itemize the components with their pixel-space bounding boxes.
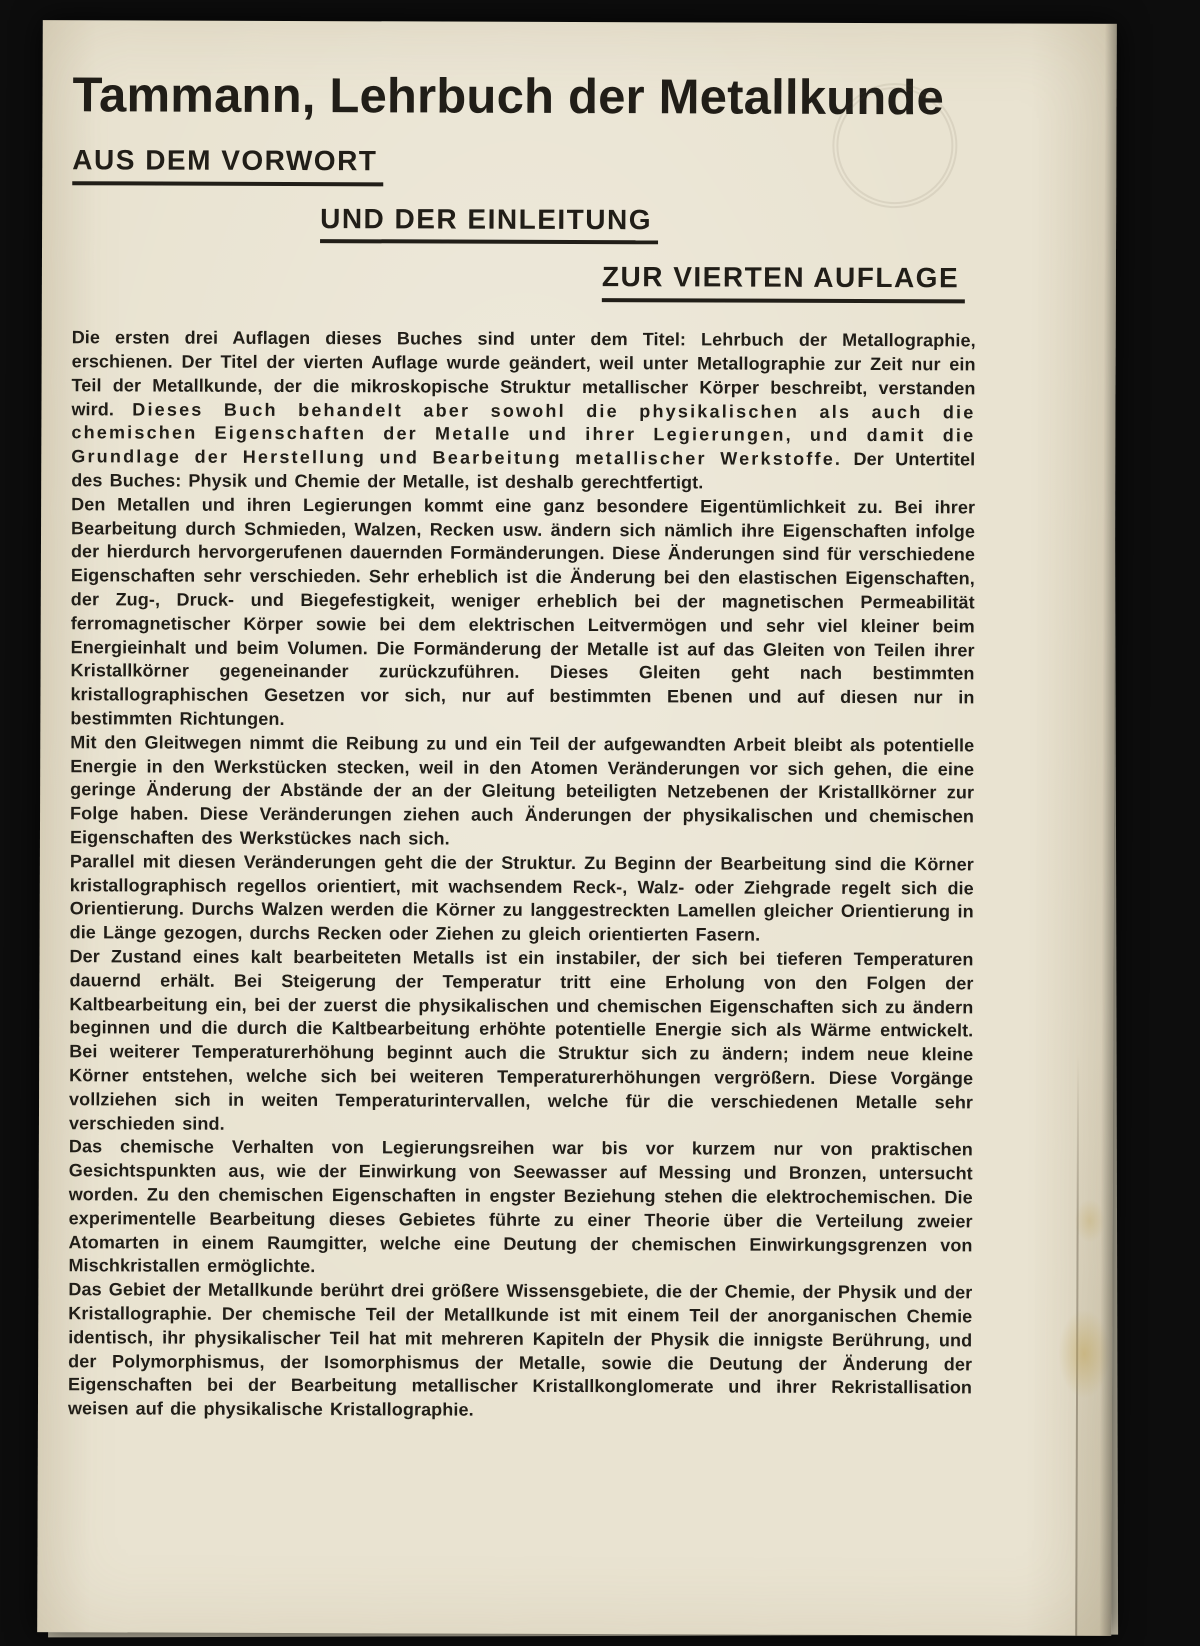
under-page-strip bbox=[1077, 1054, 1113, 1636]
paragraph-6: Das chemische Verhalten von Legierungsreihen war bis vor kurzem nur von praktischen Gesichtspunkten aus, wie der Einwirkung von Seewasser auf Messing und Bronzen, untersucht worden. Zu den chemischen Eigenschaften in engster Beziehung stehen die elektrochemischen. Die experimentelle Bearbeitung dieses Gebietes führte zu einer Theorie über die Verteilung zweier Atomarten in einem Raumgitter, welche eine Deutung der chemischen Einwirkungsgrenzen von Mischkristallen ermöglichte. bbox=[68, 1136, 973, 1277]
heading-auflage: ZUR VIERTEN AUFLAGE bbox=[602, 263, 965, 304]
paragraph-1-emphasis: Dieses Buch behandelt aber sowohl die physikalischen als auch die chemischen Eigenschaften der Metalle und ihrer Legierungen, und damit die Grundlage der Herstellung und Bearbeitung metallischer Werkstoffe. bbox=[71, 399, 976, 470]
paper-stain-small bbox=[1075, 1199, 1105, 1243]
paragraph-7: Das Gebiet der Metallkunde berührt drei größere Wissensgebiete, die der Chemie, der Physik und der Kristallographie. Der chemische Teil der Metallkunde ist mit einem Teil der anorganischen Chemie identisch, ihr physikalischer Teil hat mit mehreren Kapiteln der Physik die innigste Berührung, und der Polymorphismus, der Isomorphismus der Metalle, sowie die Deutung der Änderung der Eigenschaften bei der Bearbeitung metallischer Kristallkonglomerate und ihrer Rekristallisation weisen auf die physikalische Kristallographie. bbox=[67, 1279, 973, 1420]
page-title: Tammann, Lehrbuch der Metallkunde bbox=[72, 68, 945, 126]
body-text bbox=[68, 326, 976, 1424]
paragraph-1-end: Der Untertitel des Buches: Physik und Chemie der Metalle, ist deshalb gerechtfertigt. bbox=[71, 449, 976, 493]
paragraph-2: Den Metallen und ihren Legierungen kommt eine ganz besondere Eigentümlichkeit zu. Bei ihrer Bearbeitung durch Schmieden, Walzen, Recken usw. ändern sich nämlich ihre Eigenschaften infolge der hierdurch hervorgerufenen dauernden Formänderungen. Diese Änderungen sind für verschiedene Eigenschaften sehr verschieden. Sehr erheblich ist die Änderung bei den elastischen Eigenschaften, der Zug-, Druck- und Biegefestigkeit, weniger erheblich bei der magnetischen Permeabilität ferromagnetischer Körper sowie bei dem elektrischen Leitvermögen und sehr viel kleiner beim Energieinhalt und beim Volumen. Die Formänderung der Metalle ist auf das Gleiten von Teilen ihrer Kristallkörner gegeneinander zurückzuführen. Dieses Gleiten geht nach bestimmten kristallographischen Gesetzen vor sich, nur auf bestimmten Ebenen und auf diesen nur in bestimmten Richtungen. bbox=[70, 494, 976, 729]
page-fold-crease bbox=[1075, 1054, 1079, 1636]
paragraph-1 bbox=[71, 326, 976, 496]
document-page bbox=[37, 20, 1117, 1636]
heading-einleitung: UND DER EINLEITUNG bbox=[320, 204, 658, 245]
heading-vorwort: AUS DEM VORWORT bbox=[72, 145, 383, 186]
paragraph-3: Mit den Gleitwegen nimmt die Reibung zu und ein Teil der aufgewandten Arbeit bleibt als potentielle Energie in den Werkstücken stecken, weil in den Atomen Veränderungen vor sich gehen, die eine geringe Änderung der Abstände der an der Gleitung beteiligten Netzebenen der Kristallkörner zur Folge haben. Diese Veränderungen ziehen auch Änderungen der physikalischen und chemischen Eigenschaften des Werkstückes nach sich. bbox=[69, 732, 975, 849]
paper-stain bbox=[1058, 1309, 1110, 1399]
paragraph-5: Der Zustand eines kalt bearbeiteten Metalls ist ein instabiler, der sich bei tieferen Temperaturen dauernd erhält. Bei Steigerung der Temperatur tritt eine Erholung von den Folgen der Kaltbearbeitung ein, bei der zuerst die physikalischen und chemischen Eigenschaften sich zu ändern beginnen und die durch die Kaltbearbeitung erhöhte potentielle Energie sich als Wärme entwickelt. Bei weiterer Temperaturerhöhung beginnt auch die Struktur sich zu ändern; indem neue kleine Körner entstehen, welche sich bei weiteren Temperaturerhöhungen vergrößern. Diese Vorgänge vollziehen sich in weiten Temperaturintervallen, welche für die verschiedenen Metalle sehr verschieden sind. bbox=[68, 946, 974, 1134]
paragraph-4: Parallel mit diesen Veränderungen geht die der Struktur. Zu Beginn der Bearbeitung sind die Körner kristallographisch regellos orientiert, mit wachsendem Reck-, Walz- oder Ziehgrade regelt sich die Orientierung. Durchs Walzen werden die Körner zu langgestreckten Lamellen gleicher Orientierung in die Länge gezogen, durchs Recken oder Ziehen zu gleich orientierten Fasern. bbox=[69, 851, 974, 945]
heading-row-vorwort bbox=[72, 145, 976, 188]
paragraph-1-start: Die ersten drei Auflagen dieses Buches sind unter dem Titel: Lehrbuch der Metallographie, erschienen. Der Titel der vierten Auflage wurde geändert, weil unter Metallographie zur Zeit nur ein Teil der Metallkunde, der die mikroskopische Struktur metallischer Körper beschreibt, verstanden wird. bbox=[71, 327, 976, 420]
heading-row-einleitung bbox=[320, 204, 976, 246]
heading-row-auflage bbox=[602, 263, 976, 304]
